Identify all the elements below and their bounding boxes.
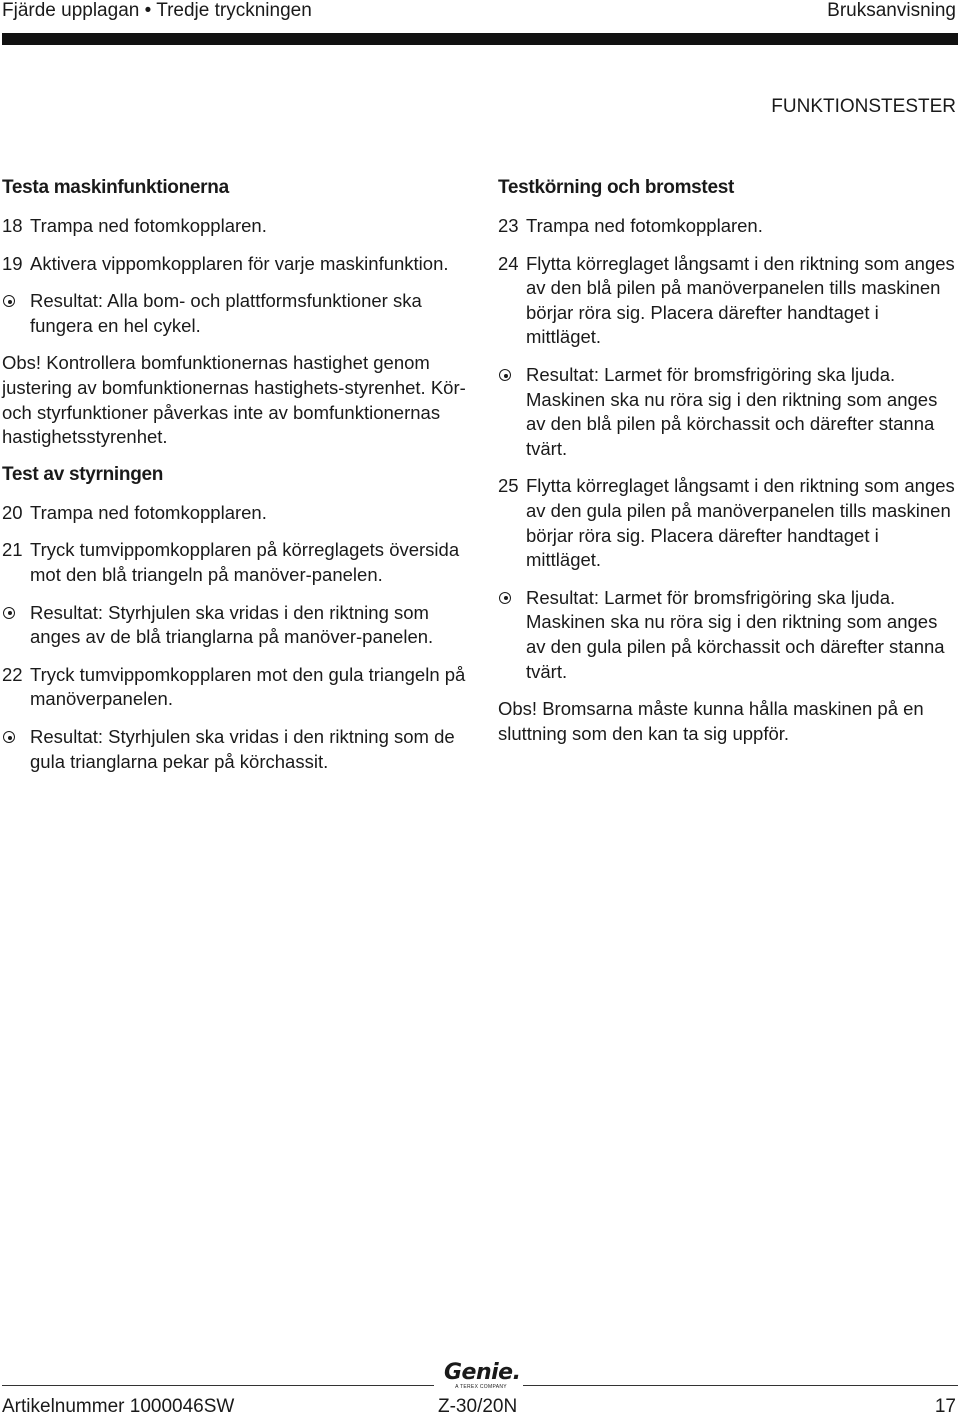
genie-logo	[444, 1360, 521, 1392]
footer-rule-right	[523, 1385, 958, 1386]
step-21	[2, 538, 472, 587]
footer-part-number: Artikelnummer 1000046SW	[2, 1396, 235, 1417]
heading-machine-functions: Testa maskinfunktionerna	[2, 177, 229, 198]
step-23	[498, 214, 958, 239]
step-22	[2, 663, 472, 712]
step-19	[2, 252, 472, 277]
note-boom-speed: Obs! Kontrollera bomfunktionernas hastighet genom justering av bomfunktionernas hastighets-styrenhet. Kör- och styrfunktioner påverkas inte av bomfunktionernas hastighetsstyrenhet.	[2, 352, 466, 448]
note-brakes: Obs! Bromsarna måste kunna hålla maskinen på en sluttning som den kan ta sig uppför.	[498, 698, 924, 744]
result-target-icon	[2, 725, 30, 774]
footer-model: Z-30/20N	[438, 1396, 518, 1417]
heading-steering-test: Test av styrningen	[2, 463, 164, 485]
step-number: 22	[2, 663, 23, 685]
step-24	[498, 252, 958, 350]
header-edition: Fjärde upplagan • Tredje tryckningen	[2, 0, 312, 21]
header-manual-type: Bruksanvisning	[827, 0, 956, 21]
step-text: Trampa ned fotomkopplaren.	[30, 215, 267, 236]
step-number: 23	[498, 215, 519, 236]
step-18	[2, 214, 472, 239]
left-column	[2, 175, 472, 774]
result-text: Resultat: Larmet för bromsfrigöring ska ljuda. Maskinen ska nu röra sig i den riktning som anges av den gula pilen på körchassit och därefter stanna tvärt.	[526, 586, 945, 682]
step-text: Tryck tumvippomkopplaren på körreglagets översida mot den blå triangeln på manöver-panelen.	[30, 539, 460, 585]
step-text: Tryck tumvippomkopplaren mot den gula triangeln på manöverpanelen.	[30, 663, 466, 710]
result-text: Resultat: Styrhjulen ska vridas i den riktning som de gula trianglarna pekar på körchassit.	[30, 725, 455, 772]
step-number: 18	[2, 215, 23, 236]
result-target-icon	[498, 363, 526, 461]
step-number: 20	[2, 501, 23, 523]
result-4	[498, 363, 958, 461]
step-text: Flytta körreglaget långsamt i den riktning som anges av den blå pilen på manöverpanelen tills maskinen börjar röra sig. Placera därefter handtaget i mittläget.	[526, 252, 955, 348]
header-rule	[2, 33, 958, 45]
result-text: Resultat: Alla bom- och plattformsfunktioner ska fungera en hel cykel.	[30, 290, 422, 336]
heading-drive-brake-test: Testkörning och bromstest	[498, 177, 735, 198]
result-text: Resultat: Styrhjulen ska vridas i den riktning som anges av de blå trianglarna på manöver-panelen.	[30, 601, 434, 648]
step-text: Trampa ned fotomkopplaren.	[30, 501, 267, 523]
footer-rule-left	[2, 1385, 434, 1386]
step-20	[2, 501, 472, 526]
result-target-icon	[498, 586, 526, 684]
step-number: 19	[2, 252, 23, 274]
result-text: Resultat: Larmet för bromsfrigöring ska ljuda. Maskinen ska nu röra sig i den riktning som anges av den blå pilen på körchassit och därefter stanna tvärt.	[526, 363, 938, 459]
step-text: Trampa ned fotomkopplaren.	[526, 215, 763, 236]
logo-tagline: A TEREX COMPANY	[455, 1384, 507, 1390]
result-2	[2, 601, 472, 650]
right-column	[498, 175, 958, 746]
step-text: Flytta körreglaget långsamt i den riktning som anges av den gula pilen på manöverpanelen tills maskinen börjar röra sig. Placera därefter handtaget i mittläget.	[526, 475, 955, 571]
section-title: FUNKTIONSTESTER	[771, 96, 956, 117]
step-text: Aktivera vippomkopplaren för varje maskinfunktion.	[30, 252, 449, 274]
logo-wordmark: Genie.	[444, 1360, 521, 1385]
step-number: 25	[498, 475, 519, 497]
page-number: 17	[934, 1396, 956, 1417]
result-target-icon	[2, 601, 30, 650]
result-target-icon	[2, 289, 30, 338]
result-1	[2, 289, 472, 338]
result-3	[2, 725, 472, 774]
step-25	[498, 474, 958, 572]
step-number: 21	[2, 539, 23, 561]
result-5	[498, 586, 958, 684]
step-number: 24	[498, 252, 519, 274]
